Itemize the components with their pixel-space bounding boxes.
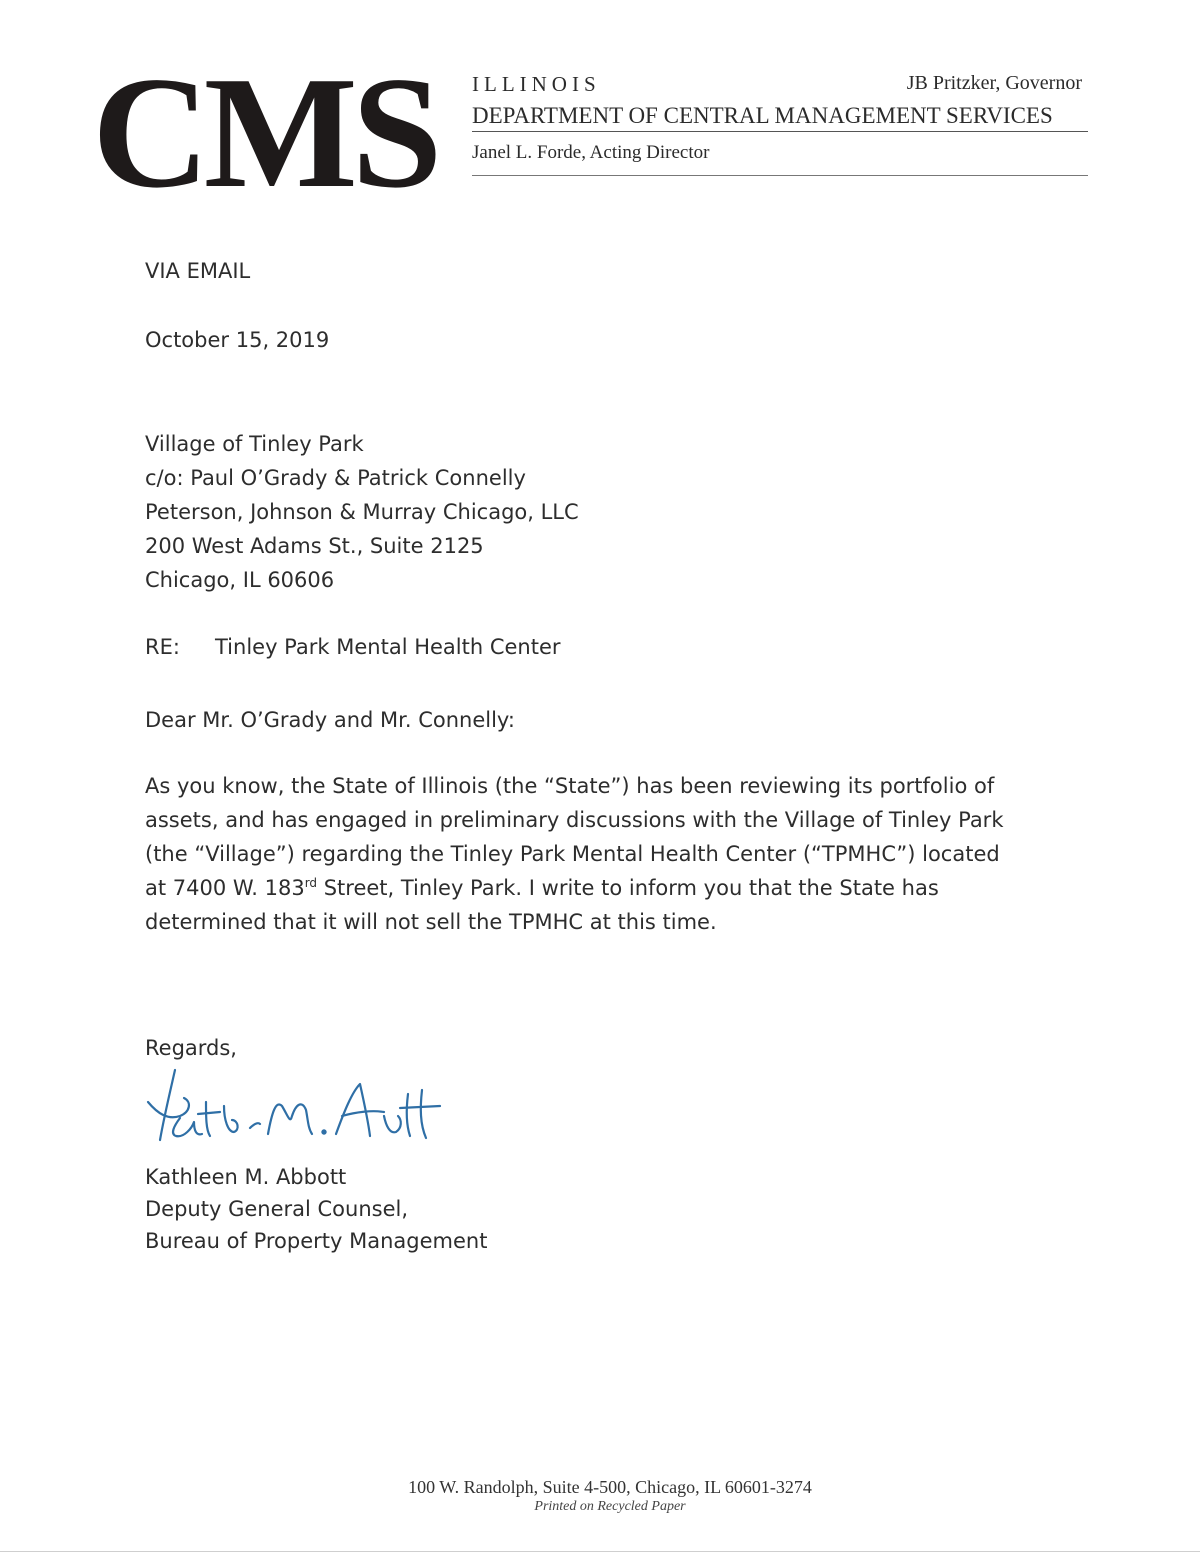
letter-date: October 15, 2019 bbox=[145, 328, 330, 352]
re-label: RE: bbox=[145, 635, 180, 659]
body-line-part: Street, Tinley Park. I write to inform you that the State has bbox=[317, 876, 939, 900]
body-line bbox=[145, 871, 1003, 905]
body-line-part: at 7400 W. 183 bbox=[145, 876, 305, 900]
body-line: assets, and has engaged in preliminary discussions with the Village of Tinley Park bbox=[145, 808, 1004, 832]
re-subject: Tinley Park Mental Health Center bbox=[215, 635, 561, 659]
body-line: determined that it will not sell the TPMHC at this time. bbox=[145, 910, 717, 934]
letterhead-state: ILLINOIS bbox=[472, 72, 601, 96]
footer-recycled-note: Printed on Recycled Paper bbox=[534, 1499, 686, 1514]
letterhead-divider bbox=[472, 175, 1088, 176]
closing: Regards, bbox=[145, 1036, 237, 1060]
handwritten-signature bbox=[140, 1062, 480, 1162]
recipient-line: 200 West Adams St., Suite 2125 bbox=[145, 534, 484, 558]
cms-logo: CMS bbox=[92, 43, 437, 221]
signer-bureau: Bureau of Property Management bbox=[145, 1229, 488, 1253]
salutation: Dear Mr. O’Grady and Mr. Connelly: bbox=[145, 708, 515, 732]
recipient-line: Chicago, IL 60606 bbox=[145, 568, 335, 592]
letterhead-director: Janel L. Forde, Acting Director bbox=[472, 142, 710, 163]
letterhead-governor: JB Pritzker, Governor bbox=[906, 72, 1082, 94]
footer-address: 100 W. Randolph, Suite 4-500, Chicago, IL 60601-3274 bbox=[408, 1477, 812, 1497]
signer-name: Kathleen M. Abbott bbox=[145, 1165, 347, 1189]
body-line: (the “Village”) regarding the Tinley Park Mental Health Center (“TPMHC”) located bbox=[145, 842, 1000, 866]
recipient-address bbox=[145, 427, 579, 597]
recipient-line: Village of Tinley Park bbox=[145, 432, 364, 456]
signature-text: Kath M. Abbott bbox=[140, 1160, 147, 1161]
recipient-line: Peterson, Johnson & Murray Chicago, LLC bbox=[145, 500, 579, 524]
signer-title: Deputy General Counsel, bbox=[145, 1197, 409, 1221]
ordinal-suffix: rd bbox=[304, 876, 318, 890]
body-line: As you know, the State of Illinois (the “State”) has been reviewing its portfolio of bbox=[145, 774, 995, 798]
body-paragraph bbox=[145, 769, 1003, 939]
letterhead-department: DEPARTMENT OF CENTRAL MANAGEMENT SERVICES bbox=[472, 103, 1088, 132]
signature-block bbox=[145, 1160, 487, 1256]
re-line bbox=[145, 630, 561, 664]
recipient-line: c/o: Paul O’Grady & Patrick Connelly bbox=[145, 466, 526, 490]
delivery-method: VIA EMAIL bbox=[145, 259, 251, 283]
page-edge bbox=[0, 1551, 1200, 1552]
